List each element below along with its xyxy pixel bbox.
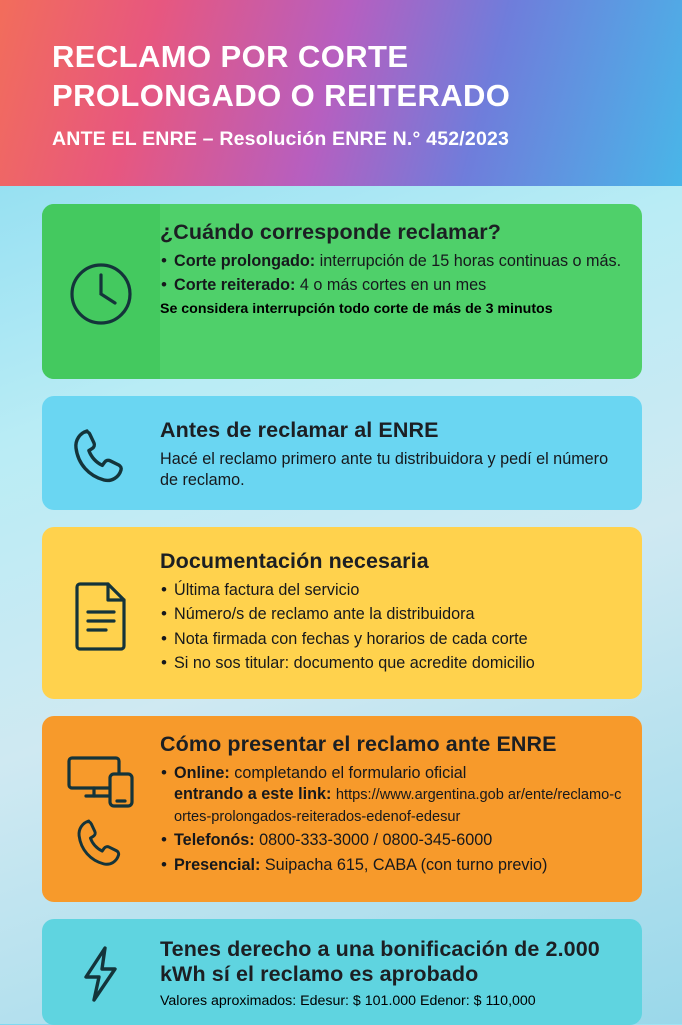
header-banner xyxy=(0,0,682,186)
card-bullet-list xyxy=(160,251,628,297)
page-subtitle-resolution: Resolución ENRE N.° 452/2023 xyxy=(219,127,510,150)
list-item xyxy=(160,830,628,851)
card-title: Documentación necesaria xyxy=(160,549,429,573)
icon-stack xyxy=(66,752,136,870)
phone-icon xyxy=(67,421,135,489)
card-icon-container xyxy=(42,204,160,379)
bullet-text: completando el formulario oficial xyxy=(229,764,467,782)
card-title: Tenes derecho a una bonificación de 2.000 kWh sí el reclamo es aprobado xyxy=(160,937,600,986)
bullet-strong: Corte reiterado: xyxy=(174,276,296,295)
page-title-line1: RECLAMO POR CORTE xyxy=(52,39,409,74)
document-icon xyxy=(68,578,134,652)
card-body xyxy=(160,527,642,694)
page-title-line2: PROLONGADO O REITERADO xyxy=(52,77,511,113)
list-item xyxy=(160,855,628,876)
list-item: • Si no sos titular: documento que acredite domicilio xyxy=(160,653,628,674)
card-body xyxy=(160,396,642,508)
bullet-strong: Corte prolongado: xyxy=(174,252,316,270)
card-list xyxy=(0,186,682,1025)
bullet-strong: Online: xyxy=(174,764,230,782)
bullet-strong: Telefonós: xyxy=(174,831,255,850)
card-antes-de-reclamar xyxy=(42,396,642,510)
card-icon-container xyxy=(42,527,160,699)
card-icon-container xyxy=(42,396,160,510)
bullet-text: 4 o más cortes en un mes xyxy=(295,276,487,295)
page-subtitle-prefix: ANTE EL ENRE – xyxy=(52,127,220,150)
list-item xyxy=(160,763,628,827)
card-title: ¿Cuándo corresponde reclamar? xyxy=(160,220,502,244)
card-cuando-corresponde xyxy=(42,204,642,379)
card-title: Antes de reclamar al ENRE xyxy=(160,418,439,442)
page-title xyxy=(52,38,642,116)
list-item: • Número/s de reclamo ante la distribuidora xyxy=(160,604,628,625)
clock-icon xyxy=(65,258,137,330)
card-documentacion xyxy=(42,527,642,699)
card-note: Se considera interrupción todo corte de más de 3 minutos xyxy=(160,300,553,317)
card-body xyxy=(160,919,642,1025)
card-bullet-list xyxy=(160,580,628,675)
bullet-text: interrupción de 15 horas continuas o más. xyxy=(315,252,622,270)
card-body xyxy=(160,716,642,895)
list-item: • Última factura del servicio xyxy=(160,580,628,601)
link-label: entrando a este link: xyxy=(174,785,332,804)
card-icon-container xyxy=(42,716,160,902)
card-bonificacion xyxy=(42,919,642,1025)
card-bullet-list xyxy=(160,763,628,876)
bullet-text: Suipacha 615, CABA (con turno previo) xyxy=(260,855,548,874)
card-icon-container xyxy=(42,919,160,1025)
lightning-icon xyxy=(74,943,128,1005)
card-body xyxy=(160,204,642,333)
list-item: • Nota firmada con fechas y horarios de cada corte xyxy=(160,629,628,650)
card-note: Valores aproximados: Edesur: $ 101.000 Edenor: $ 110,000 xyxy=(160,993,536,1009)
bullet-strong: Presencial: xyxy=(174,855,261,874)
devices-phone-icon xyxy=(66,752,136,808)
phone-icon xyxy=(71,814,131,870)
page-subtitle xyxy=(52,128,642,151)
card-como-presentar xyxy=(42,716,642,902)
link-row[interactable] xyxy=(174,784,628,827)
reclamo-link[interactable]: https://www.argentina.gob ar/ente/reclamo-cortes-prolongados-reiterados-edenof-edesur xyxy=(174,787,622,825)
card-title: Cómo presentar el reclamo ante ENRE xyxy=(160,732,557,756)
card-paragraph: Hacé el reclamo primero ante tu distribuidora y pedí el número de reclamo. xyxy=(160,450,609,490)
list-item xyxy=(160,251,628,272)
bullet-text: 0800-333-3000 / 0800-345-6000 xyxy=(254,831,493,850)
list-item xyxy=(160,275,628,296)
